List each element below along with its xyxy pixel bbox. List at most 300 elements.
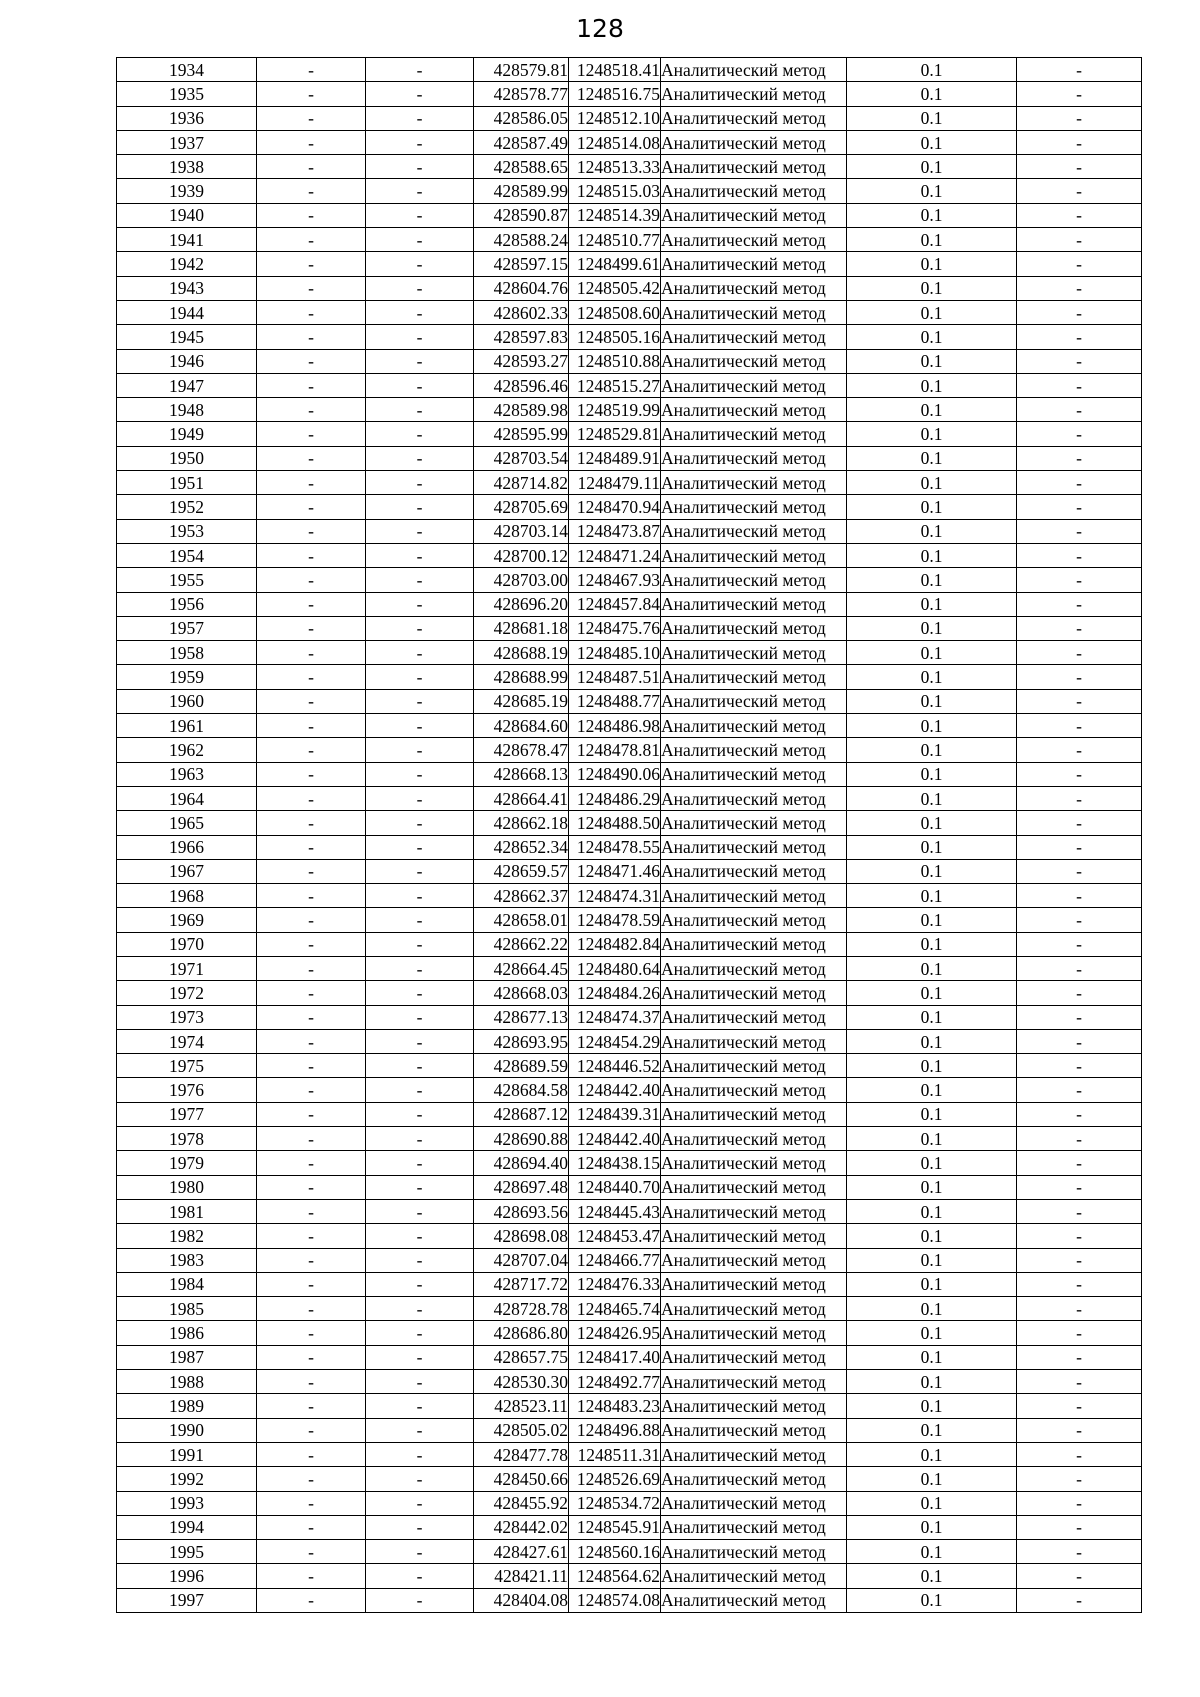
x-coordinate-cell: 428686.80 bbox=[474, 1321, 569, 1345]
y-coordinate-cell: 1248534.72 bbox=[569, 1491, 661, 1515]
table-row bbox=[117, 908, 1142, 932]
method-cell: Аналитический метод bbox=[661, 1515, 847, 1539]
empty-value-cell: - bbox=[366, 859, 474, 883]
x-coordinate-cell: 428685.19 bbox=[474, 689, 569, 713]
table-row bbox=[117, 981, 1142, 1005]
table-row bbox=[117, 762, 1142, 786]
empty-value-cell: - bbox=[366, 519, 474, 543]
empty-value-cell: - bbox=[257, 1515, 366, 1539]
y-coordinate-cell: 1248476.33 bbox=[569, 1272, 661, 1296]
method-cell: Аналитический метод bbox=[661, 373, 847, 397]
x-coordinate-cell: 428505.02 bbox=[474, 1418, 569, 1442]
x-coordinate-cell: 428596.46 bbox=[474, 373, 569, 397]
accuracy-cell: 0.1 bbox=[847, 665, 1017, 689]
empty-value-cell: - bbox=[257, 519, 366, 543]
y-coordinate-cell: 1248465.74 bbox=[569, 1297, 661, 1321]
note-cell: - bbox=[1017, 130, 1142, 154]
empty-value-cell: - bbox=[257, 1005, 366, 1029]
point-number-cell: 1977 bbox=[117, 1102, 257, 1126]
empty-value-cell: - bbox=[257, 276, 366, 300]
table-row bbox=[117, 446, 1142, 470]
x-coordinate-cell: 428658.01 bbox=[474, 908, 569, 932]
x-coordinate-cell: 428688.99 bbox=[474, 665, 569, 689]
empty-value-cell: - bbox=[366, 1370, 474, 1394]
x-coordinate-cell: 428588.65 bbox=[474, 155, 569, 179]
accuracy-cell: 0.1 bbox=[847, 495, 1017, 519]
note-cell: - bbox=[1017, 82, 1142, 106]
accuracy-cell: 0.1 bbox=[847, 179, 1017, 203]
x-coordinate-cell: 428693.95 bbox=[474, 1029, 569, 1053]
method-cell: Аналитический метод bbox=[661, 956, 847, 980]
note-cell: - bbox=[1017, 106, 1142, 130]
accuracy-cell: 0.1 bbox=[847, 1442, 1017, 1466]
point-number-cell: 1985 bbox=[117, 1297, 257, 1321]
empty-value-cell: - bbox=[257, 1394, 366, 1418]
empty-value-cell: - bbox=[366, 786, 474, 810]
note-cell: - bbox=[1017, 665, 1142, 689]
point-number-cell: 1944 bbox=[117, 300, 257, 324]
empty-value-cell: - bbox=[257, 568, 366, 592]
method-cell: Аналитический метод bbox=[661, 203, 847, 227]
y-coordinate-cell: 1248475.76 bbox=[569, 616, 661, 640]
note-cell: - bbox=[1017, 373, 1142, 397]
table-row bbox=[117, 228, 1142, 252]
empty-value-cell: - bbox=[257, 1540, 366, 1564]
note-cell: - bbox=[1017, 1029, 1142, 1053]
table-row bbox=[117, 568, 1142, 592]
empty-value-cell: - bbox=[366, 738, 474, 762]
y-coordinate-cell: 1248445.43 bbox=[569, 1199, 661, 1223]
table-row bbox=[117, 325, 1142, 349]
y-coordinate-cell: 1248511.31 bbox=[569, 1442, 661, 1466]
empty-value-cell: - bbox=[366, 811, 474, 835]
y-coordinate-cell: 1248438.15 bbox=[569, 1151, 661, 1175]
empty-value-cell: - bbox=[257, 1564, 366, 1588]
y-coordinate-cell: 1248574.08 bbox=[569, 1588, 661, 1612]
x-coordinate-cell: 428587.49 bbox=[474, 130, 569, 154]
y-coordinate-cell: 1248467.93 bbox=[569, 568, 661, 592]
accuracy-cell: 0.1 bbox=[847, 1345, 1017, 1369]
empty-value-cell: - bbox=[257, 981, 366, 1005]
accuracy-cell: 0.1 bbox=[847, 1370, 1017, 1394]
empty-value-cell: - bbox=[257, 641, 366, 665]
accuracy-cell: 0.1 bbox=[847, 106, 1017, 130]
point-number-cell: 1988 bbox=[117, 1370, 257, 1394]
point-number-cell: 1975 bbox=[117, 1054, 257, 1078]
accuracy-cell: 0.1 bbox=[847, 228, 1017, 252]
x-coordinate-cell: 428421.11 bbox=[474, 1564, 569, 1588]
point-number-cell: 1974 bbox=[117, 1029, 257, 1053]
point-number-cell: 1978 bbox=[117, 1127, 257, 1151]
point-number-cell: 1987 bbox=[117, 1345, 257, 1369]
x-coordinate-cell: 428579.81 bbox=[474, 58, 569, 82]
x-coordinate-cell: 428442.02 bbox=[474, 1515, 569, 1539]
point-number-cell: 1989 bbox=[117, 1394, 257, 1418]
accuracy-cell: 0.1 bbox=[847, 1029, 1017, 1053]
empty-value-cell: - bbox=[366, 1151, 474, 1175]
y-coordinate-cell: 1248529.81 bbox=[569, 422, 661, 446]
accuracy-cell: 0.1 bbox=[847, 714, 1017, 738]
point-number-cell: 1957 bbox=[117, 616, 257, 640]
point-number-cell: 1939 bbox=[117, 179, 257, 203]
empty-value-cell: - bbox=[366, 252, 474, 276]
x-coordinate-cell: 428589.98 bbox=[474, 398, 569, 422]
y-coordinate-cell: 1248516.75 bbox=[569, 82, 661, 106]
point-number-cell: 1950 bbox=[117, 446, 257, 470]
empty-value-cell: - bbox=[366, 1588, 474, 1612]
empty-value-cell: - bbox=[257, 1345, 366, 1369]
empty-value-cell: - bbox=[366, 568, 474, 592]
y-coordinate-cell: 1248440.70 bbox=[569, 1175, 661, 1199]
method-cell: Аналитический метод bbox=[661, 1491, 847, 1515]
method-cell: Аналитический метод bbox=[661, 82, 847, 106]
accuracy-cell: 0.1 bbox=[847, 738, 1017, 762]
accuracy-cell: 0.1 bbox=[847, 471, 1017, 495]
point-number-cell: 1984 bbox=[117, 1272, 257, 1296]
empty-value-cell: - bbox=[257, 252, 366, 276]
empty-value-cell: - bbox=[257, 908, 366, 932]
empty-value-cell: - bbox=[257, 179, 366, 203]
empty-value-cell: - bbox=[366, 203, 474, 227]
accuracy-cell: 0.1 bbox=[847, 981, 1017, 1005]
accuracy-cell: 0.1 bbox=[847, 1540, 1017, 1564]
accuracy-cell: 0.1 bbox=[847, 641, 1017, 665]
note-cell: - bbox=[1017, 835, 1142, 859]
x-coordinate-cell: 428593.27 bbox=[474, 349, 569, 373]
accuracy-cell: 0.1 bbox=[847, 1467, 1017, 1491]
method-cell: Аналитический метод bbox=[661, 155, 847, 179]
accuracy-cell: 0.1 bbox=[847, 1127, 1017, 1151]
point-number-cell: 1983 bbox=[117, 1248, 257, 1272]
table-row bbox=[117, 859, 1142, 883]
table-row bbox=[117, 1321, 1142, 1345]
point-number-cell: 1991 bbox=[117, 1442, 257, 1466]
empty-value-cell: - bbox=[257, 446, 366, 470]
accuracy-cell: 0.1 bbox=[847, 543, 1017, 567]
table-row bbox=[117, 1564, 1142, 1588]
table-row bbox=[117, 373, 1142, 397]
empty-value-cell: - bbox=[366, 422, 474, 446]
empty-value-cell: - bbox=[257, 471, 366, 495]
empty-value-cell: - bbox=[257, 738, 366, 762]
y-coordinate-cell: 1248486.98 bbox=[569, 714, 661, 738]
x-coordinate-cell: 428657.75 bbox=[474, 1345, 569, 1369]
method-cell: Аналитический метод bbox=[661, 58, 847, 82]
empty-value-cell: - bbox=[366, 762, 474, 786]
method-cell: Аналитический метод bbox=[661, 1029, 847, 1053]
empty-value-cell: - bbox=[366, 325, 474, 349]
empty-value-cell: - bbox=[257, 1588, 366, 1612]
point-number-cell: 1937 bbox=[117, 130, 257, 154]
empty-value-cell: - bbox=[257, 1418, 366, 1442]
accuracy-cell: 0.1 bbox=[847, 1102, 1017, 1126]
point-number-cell: 1965 bbox=[117, 811, 257, 835]
note-cell: - bbox=[1017, 1345, 1142, 1369]
table-row bbox=[117, 58, 1142, 82]
y-coordinate-cell: 1248442.40 bbox=[569, 1127, 661, 1151]
empty-value-cell: - bbox=[257, 155, 366, 179]
x-coordinate-cell: 428662.18 bbox=[474, 811, 569, 835]
empty-value-cell: - bbox=[366, 58, 474, 82]
point-number-cell: 1958 bbox=[117, 641, 257, 665]
empty-value-cell: - bbox=[257, 811, 366, 835]
y-coordinate-cell: 1248470.94 bbox=[569, 495, 661, 519]
point-number-cell: 1973 bbox=[117, 1005, 257, 1029]
accuracy-cell: 0.1 bbox=[847, 398, 1017, 422]
method-cell: Аналитический метод bbox=[661, 738, 847, 762]
note-cell: - bbox=[1017, 398, 1142, 422]
method-cell: Аналитический метод bbox=[661, 228, 847, 252]
empty-value-cell: - bbox=[366, 1199, 474, 1223]
empty-value-cell: - bbox=[257, 1491, 366, 1515]
point-number-cell: 1949 bbox=[117, 422, 257, 446]
x-coordinate-cell: 428684.60 bbox=[474, 714, 569, 738]
point-number-cell: 1979 bbox=[117, 1151, 257, 1175]
x-coordinate-cell: 428590.87 bbox=[474, 203, 569, 227]
empty-value-cell: - bbox=[257, 835, 366, 859]
empty-value-cell: - bbox=[366, 1297, 474, 1321]
x-coordinate-cell: 428703.14 bbox=[474, 519, 569, 543]
empty-value-cell: - bbox=[257, 495, 366, 519]
x-coordinate-cell: 428450.66 bbox=[474, 1467, 569, 1491]
y-coordinate-cell: 1248488.50 bbox=[569, 811, 661, 835]
note-cell: - bbox=[1017, 956, 1142, 980]
method-cell: Аналитический метод bbox=[661, 1297, 847, 1321]
method-cell: Аналитический метод bbox=[661, 1151, 847, 1175]
point-number-cell: 1943 bbox=[117, 276, 257, 300]
point-number-cell: 1941 bbox=[117, 228, 257, 252]
accuracy-cell: 0.1 bbox=[847, 203, 1017, 227]
accuracy-cell: 0.1 bbox=[847, 373, 1017, 397]
accuracy-cell: 0.1 bbox=[847, 835, 1017, 859]
y-coordinate-cell: 1248514.39 bbox=[569, 203, 661, 227]
accuracy-cell: 0.1 bbox=[847, 1054, 1017, 1078]
note-cell: - bbox=[1017, 616, 1142, 640]
method-cell: Аналитический метод bbox=[661, 616, 847, 640]
empty-value-cell: - bbox=[257, 325, 366, 349]
point-number-cell: 1997 bbox=[117, 1588, 257, 1612]
y-coordinate-cell: 1248478.55 bbox=[569, 835, 661, 859]
method-cell: Аналитический метод bbox=[661, 689, 847, 713]
y-coordinate-cell: 1248545.91 bbox=[569, 1515, 661, 1539]
empty-value-cell: - bbox=[366, 689, 474, 713]
y-coordinate-cell: 1248505.16 bbox=[569, 325, 661, 349]
method-cell: Аналитический метод bbox=[661, 1005, 847, 1029]
method-cell: Аналитический метод bbox=[661, 884, 847, 908]
table-row bbox=[117, 714, 1142, 738]
table-row bbox=[117, 665, 1142, 689]
empty-value-cell: - bbox=[257, 398, 366, 422]
x-coordinate-cell: 428602.33 bbox=[474, 300, 569, 324]
empty-value-cell: - bbox=[257, 1199, 366, 1223]
table-row bbox=[117, 1005, 1142, 1029]
note-cell: - bbox=[1017, 300, 1142, 324]
empty-value-cell: - bbox=[366, 616, 474, 640]
y-coordinate-cell: 1248514.08 bbox=[569, 130, 661, 154]
empty-value-cell: - bbox=[366, 1418, 474, 1442]
note-cell: - bbox=[1017, 203, 1142, 227]
table-row bbox=[117, 592, 1142, 616]
accuracy-cell: 0.1 bbox=[847, 592, 1017, 616]
point-number-cell: 1966 bbox=[117, 835, 257, 859]
point-number-cell: 1946 bbox=[117, 349, 257, 373]
y-coordinate-cell: 1248479.11 bbox=[569, 471, 661, 495]
x-coordinate-cell: 428597.15 bbox=[474, 252, 569, 276]
x-coordinate-cell: 428652.34 bbox=[474, 835, 569, 859]
empty-value-cell: - bbox=[366, 641, 474, 665]
y-coordinate-cell: 1248453.47 bbox=[569, 1224, 661, 1248]
x-coordinate-cell: 428717.72 bbox=[474, 1272, 569, 1296]
method-cell: Аналитический метод bbox=[661, 1127, 847, 1151]
x-coordinate-cell: 428690.88 bbox=[474, 1127, 569, 1151]
table-row bbox=[117, 1054, 1142, 1078]
method-cell: Аналитический метод bbox=[661, 471, 847, 495]
method-cell: Аналитический метод bbox=[661, 130, 847, 154]
empty-value-cell: - bbox=[257, 373, 366, 397]
method-cell: Аналитический метод bbox=[661, 859, 847, 883]
method-cell: Аналитический метод bbox=[661, 714, 847, 738]
accuracy-cell: 0.1 bbox=[847, 932, 1017, 956]
method-cell: Аналитический метод bbox=[661, 1321, 847, 1345]
note-cell: - bbox=[1017, 884, 1142, 908]
point-number-cell: 1970 bbox=[117, 932, 257, 956]
method-cell: Аналитический метод bbox=[661, 641, 847, 665]
x-coordinate-cell: 428662.22 bbox=[474, 932, 569, 956]
point-number-cell: 1968 bbox=[117, 884, 257, 908]
x-coordinate-cell: 428668.03 bbox=[474, 981, 569, 1005]
empty-value-cell: - bbox=[366, 1467, 474, 1491]
empty-value-cell: - bbox=[257, 592, 366, 616]
method-cell: Аналитический метод bbox=[661, 1467, 847, 1491]
empty-value-cell: - bbox=[257, 665, 366, 689]
note-cell: - bbox=[1017, 1248, 1142, 1272]
note-cell: - bbox=[1017, 592, 1142, 616]
note-cell: - bbox=[1017, 1370, 1142, 1394]
empty-value-cell: - bbox=[366, 1248, 474, 1272]
empty-value-cell: - bbox=[257, 932, 366, 956]
empty-value-cell: - bbox=[366, 956, 474, 980]
accuracy-cell: 0.1 bbox=[847, 276, 1017, 300]
coordinates-table bbox=[116, 57, 1142, 1613]
table-row bbox=[117, 1540, 1142, 1564]
empty-value-cell: - bbox=[257, 82, 366, 106]
empty-value-cell: - bbox=[366, 884, 474, 908]
note-cell: - bbox=[1017, 786, 1142, 810]
y-coordinate-cell: 1248488.77 bbox=[569, 689, 661, 713]
empty-value-cell: - bbox=[366, 981, 474, 1005]
x-coordinate-cell: 428728.78 bbox=[474, 1297, 569, 1321]
note-cell: - bbox=[1017, 1224, 1142, 1248]
accuracy-cell: 0.1 bbox=[847, 130, 1017, 154]
x-coordinate-cell: 428698.08 bbox=[474, 1224, 569, 1248]
note-cell: - bbox=[1017, 1540, 1142, 1564]
table-row bbox=[117, 1224, 1142, 1248]
table-row bbox=[117, 1151, 1142, 1175]
table-row bbox=[117, 689, 1142, 713]
empty-value-cell: - bbox=[366, 446, 474, 470]
table-body bbox=[117, 58, 1142, 1613]
note-cell: - bbox=[1017, 738, 1142, 762]
empty-value-cell: - bbox=[366, 592, 474, 616]
accuracy-cell: 0.1 bbox=[847, 1224, 1017, 1248]
y-coordinate-cell: 1248474.37 bbox=[569, 1005, 661, 1029]
x-coordinate-cell: 428681.18 bbox=[474, 616, 569, 640]
point-number-cell: 1963 bbox=[117, 762, 257, 786]
empty-value-cell: - bbox=[366, 155, 474, 179]
table-row bbox=[117, 471, 1142, 495]
note-cell: - bbox=[1017, 1321, 1142, 1345]
y-coordinate-cell: 1248490.06 bbox=[569, 762, 661, 786]
empty-value-cell: - bbox=[366, 300, 474, 324]
table-row bbox=[117, 398, 1142, 422]
y-coordinate-cell: 1248526.69 bbox=[569, 1467, 661, 1491]
table-row bbox=[117, 1248, 1142, 1272]
table-row bbox=[117, 835, 1142, 859]
y-coordinate-cell: 1248518.41 bbox=[569, 58, 661, 82]
empty-value-cell: - bbox=[257, 300, 366, 324]
empty-value-cell: - bbox=[257, 859, 366, 883]
accuracy-cell: 0.1 bbox=[847, 252, 1017, 276]
method-cell: Аналитический метод bbox=[661, 1370, 847, 1394]
note-cell: - bbox=[1017, 1175, 1142, 1199]
empty-value-cell: - bbox=[257, 1442, 366, 1466]
method-cell: Аналитический метод bbox=[661, 276, 847, 300]
method-cell: Аналитический метод bbox=[661, 398, 847, 422]
empty-value-cell: - bbox=[366, 1345, 474, 1369]
table-row bbox=[117, 1442, 1142, 1466]
note-cell: - bbox=[1017, 641, 1142, 665]
empty-value-cell: - bbox=[366, 1029, 474, 1053]
note-cell: - bbox=[1017, 179, 1142, 203]
note-cell: - bbox=[1017, 568, 1142, 592]
empty-value-cell: - bbox=[366, 179, 474, 203]
table-row bbox=[117, 1029, 1142, 1053]
table-row bbox=[117, 252, 1142, 276]
table-row bbox=[117, 519, 1142, 543]
x-coordinate-cell: 428700.12 bbox=[474, 543, 569, 567]
x-coordinate-cell: 428664.45 bbox=[474, 956, 569, 980]
y-coordinate-cell: 1248480.64 bbox=[569, 956, 661, 980]
table-row bbox=[117, 641, 1142, 665]
y-coordinate-cell: 1248478.81 bbox=[569, 738, 661, 762]
note-cell: - bbox=[1017, 1297, 1142, 1321]
empty-value-cell: - bbox=[257, 1127, 366, 1151]
accuracy-cell: 0.1 bbox=[847, 349, 1017, 373]
note-cell: - bbox=[1017, 1515, 1142, 1539]
table-row bbox=[117, 130, 1142, 154]
empty-value-cell: - bbox=[366, 1491, 474, 1515]
empty-value-cell: - bbox=[257, 422, 366, 446]
point-number-cell: 1954 bbox=[117, 543, 257, 567]
empty-value-cell: - bbox=[257, 1272, 366, 1296]
table-row bbox=[117, 1491, 1142, 1515]
method-cell: Аналитический метод bbox=[661, 932, 847, 956]
y-coordinate-cell: 1248492.77 bbox=[569, 1370, 661, 1394]
x-coordinate-cell: 428696.20 bbox=[474, 592, 569, 616]
y-coordinate-cell: 1248564.62 bbox=[569, 1564, 661, 1588]
table-row bbox=[117, 1418, 1142, 1442]
point-number-cell: 1935 bbox=[117, 82, 257, 106]
x-coordinate-cell: 428597.83 bbox=[474, 325, 569, 349]
empty-value-cell: - bbox=[257, 1102, 366, 1126]
note-cell: - bbox=[1017, 762, 1142, 786]
y-coordinate-cell: 1248426.95 bbox=[569, 1321, 661, 1345]
point-number-cell: 1982 bbox=[117, 1224, 257, 1248]
x-coordinate-cell: 428694.40 bbox=[474, 1151, 569, 1175]
method-cell: Аналитический метод bbox=[661, 908, 847, 932]
y-coordinate-cell: 1248512.10 bbox=[569, 106, 661, 130]
table-row bbox=[117, 1394, 1142, 1418]
